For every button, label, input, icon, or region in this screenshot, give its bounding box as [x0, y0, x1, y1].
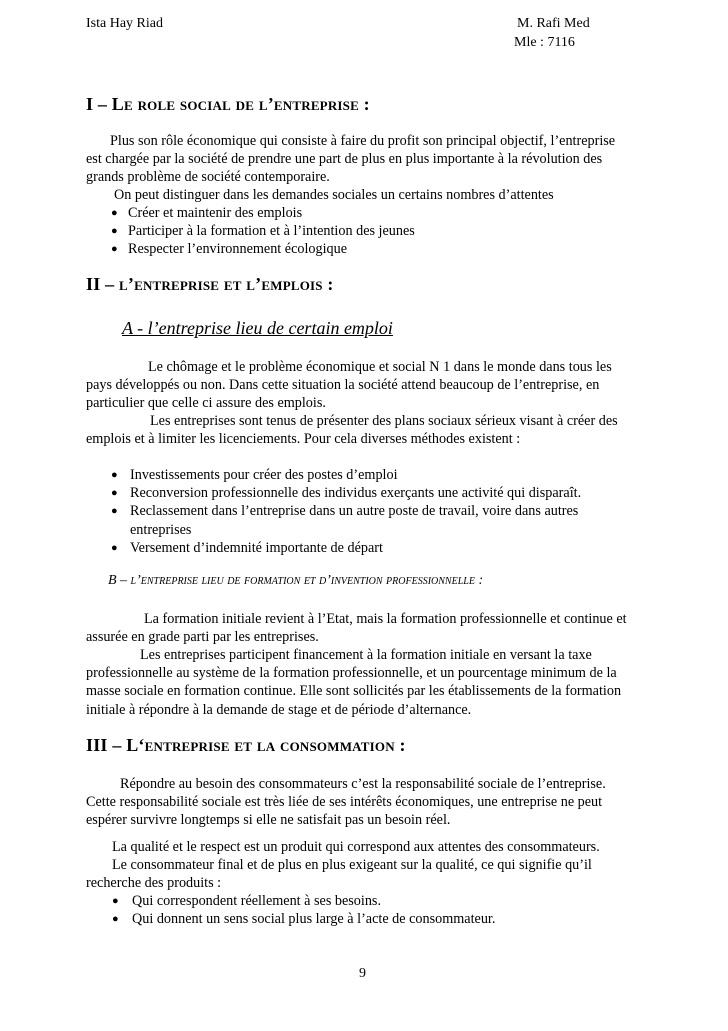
list-item	[86, 222, 415, 240]
bullet-dot-icon: ●	[111, 469, 118, 481]
text-line: Cette responsabilité sociale est très liée de ses intérêts économiques, une entreprise ne peut	[86, 794, 603, 811]
bullet-dot-icon: ●	[111, 541, 118, 554]
section-3-paragraph-1	[86, 775, 646, 830]
section-1-title: I – Le role social de l’entreprise :	[86, 94, 370, 114]
text-line: espérer survivre longtemps si elle ne satisfait pas un besoin réel.	[86, 812, 451, 829]
subsection-a-bullet-list	[86, 466, 581, 557]
list-item-text: entreprises	[130, 521, 192, 538]
text-line: assurée en grade parti par les entreprises.	[86, 629, 319, 646]
text-line: Le consommateur final et de plus en plus exigeant sur la qualité, ce qui signifie qu’il	[112, 857, 592, 873]
section-2-title: II – l’entreprise et l’emplois :	[86, 274, 334, 294]
list-item	[86, 240, 415, 258]
text-line: Le chômage et le problème économique et social N 1 dans le monde dans tous les	[148, 359, 612, 375]
text-line: Répondre au besoin des consommateurs c’est la responsabilité sociale de l’entreprise.	[120, 776, 606, 792]
text-line: est chargée par la société de prendre une part de plus en plus importante à la révolution des	[86, 151, 603, 168]
list-item	[86, 484, 581, 502]
list-item-text: Qui donnent un sens social plus large à l’acte de consommateur.	[132, 911, 496, 928]
header-left: Ista Hay Riad	[86, 16, 163, 31]
text-line: La qualité et le respect est un produit qui correspond aux attentes des consommateurs.	[112, 839, 600, 855]
section-1-paragraph-1	[86, 132, 646, 187]
list-item-text: Reclassement dans l’entreprise dans un autre poste de travail, voire dans autres	[130, 503, 579, 520]
text-line: emplois et à limiter les licenciements. Pour cela diverses méthodes existent :	[86, 431, 521, 448]
section-1-bullet-list	[86, 204, 415, 259]
list-item-text: Versement d’indemnité importante de départ	[130, 539, 383, 556]
text-line: Les entreprises sont tenus de présenter des plans sociaux sérieux visant à créer des	[150, 413, 618, 429]
section-1-paragraph-2	[86, 186, 646, 204]
bullet-dot-icon: ●	[112, 913, 119, 926]
bullet-dot-icon: ●	[111, 505, 118, 518]
list-item-continuation	[86, 521, 581, 539]
text-line: professionnelle au système de la formation professionnelle, et un pourcentage minimum de la	[86, 665, 617, 682]
bullet-dot-icon: ●	[111, 207, 118, 219]
text-line: On peut distinguer dans les demandes sociales un certains nombres d’attentes	[114, 187, 554, 203]
subsection-b-title: B – l’entreprise lieu de formation et d’invention professionnelle :	[108, 573, 484, 588]
list-item	[86, 466, 581, 484]
bullet-dot-icon: ●	[111, 225, 118, 238]
section-3-title: III – L‘entreprise et la consommation :	[86, 735, 406, 755]
list-item-text: Qui correspondent réellement à ses besoins.	[132, 893, 381, 909]
text-line: La formation initiale revient à l’Etat, mais la formation professionnelle et continue et	[144, 611, 627, 627]
list-item	[86, 502, 581, 520]
subsection-b-paragraph-2	[86, 646, 646, 719]
header-author: M. Rafi Med	[517, 16, 590, 31]
text-line: Plus son rôle économique qui consiste à faire du profit son principal objectif, l’entreprise	[110, 133, 616, 149]
text-line: masse sociale en formation continue. Elle sont sollicités par les établissements de la formation	[86, 683, 622, 700]
section-3-bullet-list	[86, 892, 495, 928]
bullet-dot-icon: ●	[111, 243, 118, 256]
text-line: grands problème de société contemporaire.	[86, 169, 330, 186]
header-mle: Mle : 7116	[514, 35, 575, 50]
subsection-a-label: A - l’entreprise lieu de certain emploi	[122, 318, 393, 338]
text-line: initiale à répondre à la demande de stage et de période d’alternance.	[86, 701, 472, 718]
section-3-paragraph-2	[86, 838, 646, 856]
list-item-text: Créer et maintenir des emplois	[128, 205, 303, 221]
text-line: Les entreprises participent financement à la formation initiale en versant la taxe	[140, 647, 592, 663]
list-item	[86, 892, 495, 910]
list-item	[86, 204, 415, 222]
subsection-a-title	[86, 318, 393, 339]
subsection-b-paragraph-1	[86, 610, 646, 646]
page-number: 9	[359, 966, 366, 981]
subsection-a-paragraph-2	[86, 412, 646, 448]
section-3-paragraph-3	[86, 856, 646, 892]
text-line: pays développés ou non. Dans cette situation la société attend beaucoup de l’entreprise, en	[86, 377, 600, 394]
text-line: particulier que celle ci assure des emplois.	[86, 395, 326, 412]
text-line: recherche des produits :	[86, 875, 222, 892]
list-item-text: Participer à la formation et à l’intention des jeunes	[128, 223, 415, 240]
list-item-text: Investissements pour créer des postes d’emploi	[130, 467, 398, 483]
list-item-text: Reconversion professionnelle des individus exerçants une activité qui disparaît.	[130, 485, 582, 502]
subsection-a-paragraph-1	[86, 358, 646, 413]
list-item	[86, 910, 495, 928]
bullet-dot-icon: ●	[112, 895, 119, 907]
bullet-dot-icon: ●	[111, 487, 118, 500]
list-item	[86, 539, 581, 557]
list-item-text: Respecter l’environnement écologique	[128, 241, 348, 258]
